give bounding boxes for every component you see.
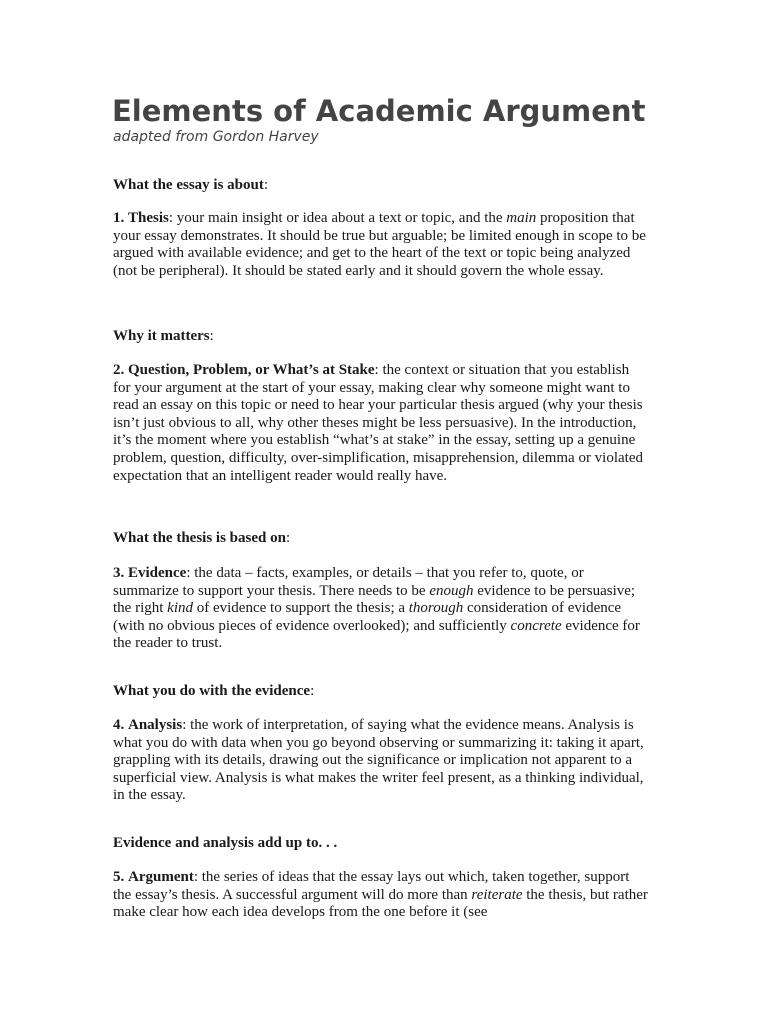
paragraph-text: : your main insight or idea about a text or topic, and the: [168, 210, 507, 226]
section-heading-text: What the essay is about: [113, 177, 264, 193]
section-heading: [113, 530, 290, 547]
section-paragraph: [113, 362, 649, 485]
item-term: Argument: [128, 869, 194, 885]
section-heading: [113, 835, 337, 852]
item-term: Thesis: [128, 210, 169, 226]
paragraph-text: : the series of ideas that the essay lays out which, taken together, support the essay’s thesis. A successful argument will do more than: [113, 869, 630, 903]
emphasis-text: main: [506, 210, 537, 226]
page-subtitle: adapted from Gordon Harvey: [113, 129, 319, 145]
heading-colon: :: [209, 328, 214, 344]
emphasis-text: concrete: [510, 617, 562, 634]
emphasis-text: thorough: [408, 600, 464, 617]
heading-colon: :: [310, 683, 315, 699]
section-heading: [113, 177, 268, 194]
item-term: Analysis: [128, 717, 183, 733]
item-number: 4.: [113, 717, 125, 733]
heading-colon: :: [285, 530, 291, 546]
section-heading-text: Why it matters: [113, 328, 210, 344]
paragraph-text: evidence to be persuasive; the right: [113, 582, 636, 617]
section-heading: [113, 683, 314, 700]
section-paragraph: [113, 717, 649, 805]
emphasis-text: kind: [167, 600, 193, 617]
paragraph-text: evidence for the reader to trust.: [113, 617, 640, 652]
heading-colon: :: [263, 177, 269, 193]
section-heading-text: What you do with the evidence: [113, 683, 311, 699]
emphasis-text: enough: [429, 582, 474, 599]
emphasis-text: reiterate: [471, 886, 523, 903]
item-number: 3.: [113, 565, 125, 581]
paragraph-text: proposition that your essay demonstrates. It should be true but arguable; be limited enough in scope to be argued with available evidence; and get to the heart of the text or topic being analyzed (not be peripheral). It should be stated early and it should govern the whole essay.: [113, 210, 646, 279]
paragraph-text: consideration of evidence (with no obvious pieces of evidence overlooked); and sufficiently: [113, 600, 622, 634]
page-title: Elements of Academic Argument: [112, 94, 646, 128]
section-heading-text: Evidence and analysis add up to. . .: [113, 835, 338, 851]
item-number: 2.: [113, 362, 125, 378]
section-paragraph: [113, 210, 649, 280]
paragraph-text: the thesis, but rather make clear how each idea develops from the one before it (see: [113, 886, 648, 921]
item-number: 5.: [113, 869, 125, 885]
paragraph-text: of evidence to support the thesis; a: [192, 600, 409, 617]
item-number: 1.: [113, 210, 125, 226]
section-heading: [113, 328, 214, 345]
item-term: Evidence: [128, 565, 187, 581]
section-paragraph: [113, 869, 649, 922]
section-heading-text: What the thesis is based on: [113, 530, 286, 546]
item-term: Question, Problem, or What’s at Stake: [128, 362, 375, 378]
paragraph-text: : the work of interpretation, of saying what the evidence means. Analysis is what you do with data when you go beyond observing or summarizing it: taking it apart, grappling with its details, drawing out the significance or implication not apparent to a superficial view. Analysis is what makes the writer feel present, as a thinking individual, in the essay.: [113, 717, 644, 804]
paragraph-text: : the context or situation that you establish for your argument at the start of your essay, making clear why someone might want to read an essay on this topic or need to hear your particular thesis argued (why your thesis isn’t just obvious to all, why other theses might be less persuasive). In the introduction, it’s the moment where you establish “what’s at stake” in the essay, setting up a genuine problem, question, difficulty, over-simplification, misapprehension, dilemma or violated expectation that an intelligent reader would really have.: [113, 362, 644, 484]
paragraph-text: : the data – facts, examples, or details – that you refer to, quote, or summarize to support your thesis. There needs to be: [113, 565, 584, 599]
section-paragraph: [113, 565, 649, 653]
